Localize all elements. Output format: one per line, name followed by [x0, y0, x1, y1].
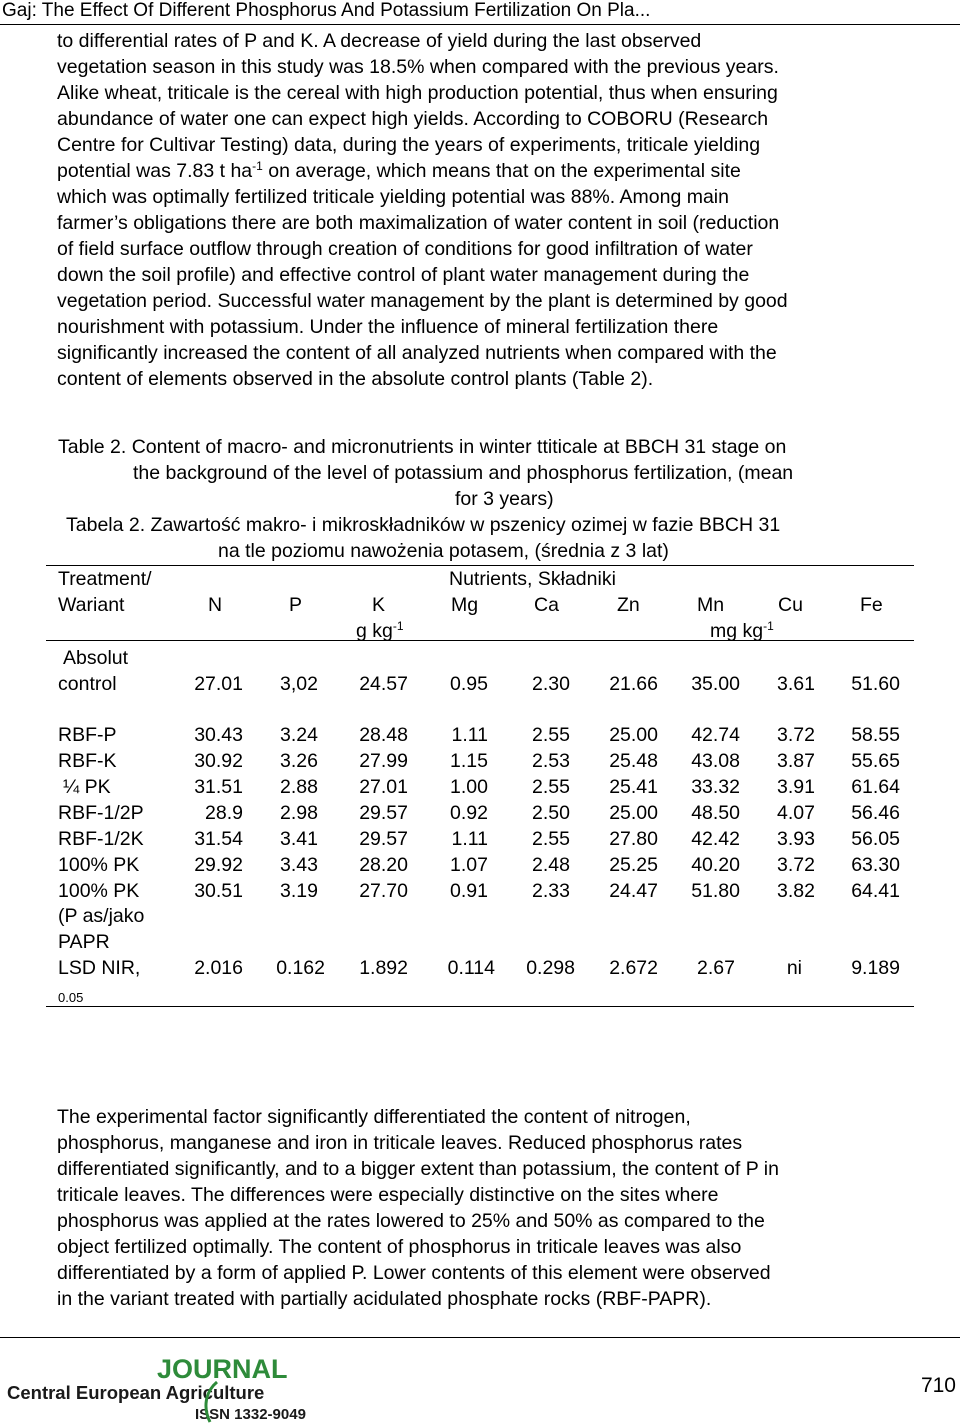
- page-number: 710: [920, 1374, 956, 1397]
- text-line: [57, 158, 917, 184]
- table-cell: 2.33: [532, 880, 570, 902]
- row-label: RBF-K: [58, 750, 117, 772]
- table-cell: 1.00: [450, 776, 488, 798]
- table-cell: 1.892: [359, 957, 408, 979]
- unit-micro: mg $kg^{-1}$: [710, 619, 774, 642]
- row-label-continued: PAPR: [58, 931, 110, 953]
- table-cell: 3.61: [777, 673, 815, 695]
- table-cell: 25.48: [609, 750, 658, 772]
- text-line: Alike wheat, triticale is the cereal with high production potential, thus when ensuring: [57, 82, 778, 104]
- table-cell: 24.57: [359, 673, 408, 695]
- table-cell: 51.80: [691, 880, 740, 902]
- logo-journal-word: JOURNAL: [157, 1354, 288, 1384]
- table-cell: 2.55: [532, 776, 570, 798]
- text-line: abundance of water one can expect high yields. According to COBORU (Research: [57, 108, 769, 130]
- footer-divider: [0, 1337, 960, 1338]
- table-cell: 64.41: [851, 880, 900, 902]
- table-cell: 3.19: [280, 880, 318, 902]
- column-header-ca: Ca: [534, 594, 559, 616]
- text-line: which was optimally fertilized triticale yielding potential was 88%. Among main: [57, 186, 729, 208]
- text-fragment: potential was 7.83 t ha: [57, 160, 253, 182]
- table-cell: 42.42: [691, 828, 740, 850]
- row-label: RBF-1/2P: [58, 802, 144, 824]
- table-cell: 3.41: [280, 828, 318, 850]
- table-cell: 3.82: [777, 880, 815, 902]
- logo-subtitle: Central European Agriculture: [7, 1382, 265, 1403]
- text-line: nourishment with potassium. Under the influence of mineral fertilization there: [57, 316, 719, 338]
- header-treatment: Treatment/: [58, 568, 152, 590]
- text-line: significantly increased the content of all analyzed nutrients when compared with the: [57, 342, 777, 364]
- row-label: RBF-1/2K: [58, 828, 144, 850]
- table-cell: 56.46: [851, 802, 900, 824]
- table-cell: 30.51: [194, 880, 243, 902]
- caption-line: Table 2. Content of macro- and micronutrients in winter ttiticale at BBCH 31 stage on: [58, 436, 787, 458]
- table-cell: 1.15: [450, 750, 488, 772]
- column-header-zn: Zn: [617, 594, 640, 616]
- row-label: ¼ PK: [63, 776, 111, 798]
- table-cell: 2.50: [532, 802, 570, 824]
- row-label: Absolut: [63, 647, 129, 669]
- table-cell: 31.54: [194, 828, 243, 850]
- caption-line: for 3 years): [455, 488, 554, 510]
- column-header-p: P: [289, 594, 303, 616]
- table-cell: 2.53: [532, 750, 570, 772]
- table-cell: 0.298: [526, 957, 575, 979]
- table-cell: 3.24: [280, 724, 318, 746]
- body-paragraph-2: [57, 1104, 917, 1312]
- table-cell: 1.07: [450, 854, 488, 876]
- table-cell: 30.43: [194, 724, 243, 746]
- table-cell: 28.9: [205, 802, 243, 824]
- table-cell: 2.67: [697, 957, 735, 979]
- lsd-label: LSD NIR,: [58, 957, 141, 979]
- column-header-mg: Mg: [451, 594, 479, 616]
- table-cell: 27.99: [359, 750, 408, 772]
- row-label: 100% PK: [58, 880, 140, 902]
- text-fragment: on average, which means that on the experimental site: [262, 160, 741, 182]
- table-cell: 31.51: [194, 776, 243, 798]
- text-line: to differential rates of P and K. A decrease of yield during the last observed: [57, 30, 702, 52]
- table-cell: 25.00: [609, 724, 658, 746]
- table-cell: 29.92: [194, 854, 243, 876]
- superscript: -1: [392, 619, 404, 633]
- table-cell: 0.92: [450, 802, 488, 824]
- table-cell: 48.50: [691, 802, 740, 824]
- text-line: differentiated by a form of applied P. Lower contents of this element were observed: [57, 1262, 771, 1284]
- table-cell: 24.47: [609, 880, 658, 902]
- logo-issn: ISSN 1332-9049: [195, 1406, 306, 1423]
- table-cell: 3.87: [777, 750, 815, 772]
- column-header-fe: Fe: [860, 594, 883, 616]
- table-cell: 63.30: [851, 854, 900, 876]
- table-cell: 29.57: [359, 828, 408, 850]
- table-cell: 28.48: [359, 724, 408, 746]
- table-cell: 0.91: [450, 880, 488, 902]
- table-cell: 21.66: [609, 673, 658, 695]
- row-label-continued: (P as/jako: [58, 905, 145, 927]
- header-wariant: Wariant: [58, 594, 125, 616]
- text-line: farmer’s obligations there are both maximalization of water content in soil (reduction: [57, 212, 780, 234]
- table-cell: 2.98: [280, 802, 318, 824]
- text-line: phosphorus was applied at the rates lowered to 25% and 50% as compared to the: [57, 1210, 765, 1232]
- table-cell: 3.43: [280, 854, 318, 876]
- text-line: triticale leaves. The differences were especially distinctive on the sites where: [57, 1184, 719, 1206]
- table-cell: 2.88: [280, 776, 318, 798]
- text-line: object fertilized optimally. The content of phosphorus in triticale leaves was also: [57, 1236, 742, 1258]
- table-cell: 1.11: [451, 724, 488, 746]
- lsd-subscript: 0.05: [58, 990, 84, 1005]
- table-cell: 27.01: [194, 673, 243, 695]
- table-cell: 29.57: [359, 802, 408, 824]
- text-line: in the variant treated with partially acidulated phosphate rocks (RBF-PAPR).: [57, 1288, 712, 1310]
- table-cell: 51.60: [851, 673, 900, 695]
- table-cell: 3.91: [777, 776, 815, 798]
- table-cell: ni: [786, 957, 802, 979]
- column-header-mn: Mn: [697, 594, 725, 616]
- table-cell: 40.20: [691, 854, 740, 876]
- table-cell: 42.74: [691, 724, 740, 746]
- text-line: phosphorus, manganese and iron in triticale leaves. Reduced phosphorus rates: [57, 1132, 743, 1154]
- table-cell: 27.80: [609, 828, 658, 850]
- table-cell: 3.72: [777, 724, 815, 746]
- table-cell: 2.55: [532, 828, 570, 850]
- table-cell: 25.25: [609, 854, 658, 876]
- body-paragraph-1: [57, 28, 917, 392]
- table-bottom-rule: [46, 1006, 914, 1007]
- row-label: 100% PK: [58, 854, 140, 876]
- table-cell: 2.30: [532, 673, 570, 695]
- column-header-n: N: [208, 594, 223, 616]
- caption-line: Tabela 2. Zawartość makro- i mikroskładników w pszenicy ozimej w fazie BBCH 31: [66, 514, 781, 536]
- table-cell: 30.92: [194, 750, 243, 772]
- table-cell: 27.70: [359, 880, 408, 902]
- table-cell: 2.672: [609, 957, 658, 979]
- table-cell: 4.07: [777, 802, 815, 824]
- table-cell: 3,02: [280, 673, 318, 695]
- table-cell: 61.64: [851, 776, 900, 798]
- text-line: vegetation period. Successful water management by the plant is determined by good: [57, 290, 788, 312]
- text-line: of field surface outflow through creation of conditions for good infiltration of water: [57, 238, 753, 260]
- table-cell: 2.55: [532, 724, 570, 746]
- header-nutrients: Nutrients, Składniki: [449, 568, 616, 590]
- table-cell: 0.162: [276, 957, 325, 979]
- table-cell: 33.32: [691, 776, 740, 798]
- table-cell: 9.189: [851, 957, 900, 979]
- table-cell: 0.114: [447, 957, 495, 979]
- table-cell: 58.55: [851, 724, 900, 746]
- table-cell: 3.93: [777, 828, 815, 850]
- text-line: The experimental factor significantly differentiated the content of nitrogen,: [57, 1106, 691, 1128]
- table-cell: 43.08: [691, 750, 740, 772]
- table-cell: 25.00: [609, 802, 658, 824]
- caption-line: na tle poziomu nawożenia potasem, (średnia z 3 lat): [218, 540, 669, 562]
- text-line: content of elements observed in the absolute control plants (Table 2).: [57, 368, 654, 390]
- table-cell: 2.016: [194, 957, 243, 979]
- superscript: -1: [763, 619, 774, 633]
- table-cell: 1.11: [451, 828, 488, 850]
- caption-line: the background of the level of potassium and phosphorus fertilization, (mean: [133, 462, 794, 484]
- table-cell: 25.41: [609, 776, 658, 798]
- row-label: RBF-P: [58, 724, 117, 746]
- running-header: [0, 0, 960, 22]
- text-line: vegetation season in this study was 18.5% when compared with the previous years.: [57, 56, 779, 78]
- superscript: -1: [252, 159, 263, 173]
- running-title: Gaj: The Effect Of Different Phosphorus And Potassium Fertilization On Pla...: [2, 0, 651, 21]
- column-header-k: K: [372, 594, 386, 616]
- text-line: differentiated significantly, and to a bigger extent than potassium, the content of P in: [57, 1158, 779, 1180]
- table-cell: 56.05: [851, 828, 900, 850]
- table-cell: 27.01: [359, 776, 408, 798]
- column-header-cu: Cu: [778, 594, 803, 616]
- table-cell: 35.00: [691, 673, 740, 695]
- table-cell: 3.72: [777, 854, 815, 876]
- table-cell: 3.26: [280, 750, 318, 772]
- table-cell: 2.48: [532, 854, 570, 876]
- text-line: down the soil profile) and effective control of plant water management during the: [57, 264, 750, 286]
- journal-logo: [5, 1352, 340, 1424]
- row-label: control: [58, 673, 117, 695]
- unit-macro: g $kg^{-1}$: [356, 619, 404, 642]
- table-cell: 0.95: [450, 673, 488, 695]
- table-header-rule: [46, 640, 914, 641]
- text-line: Centre for Cultivar Testing) data, during the years of experiments, triticale yielding: [57, 134, 761, 156]
- table-cell: 55.65: [851, 750, 900, 772]
- header-divider: [0, 24, 960, 25]
- table-cell: 28.20: [359, 854, 408, 876]
